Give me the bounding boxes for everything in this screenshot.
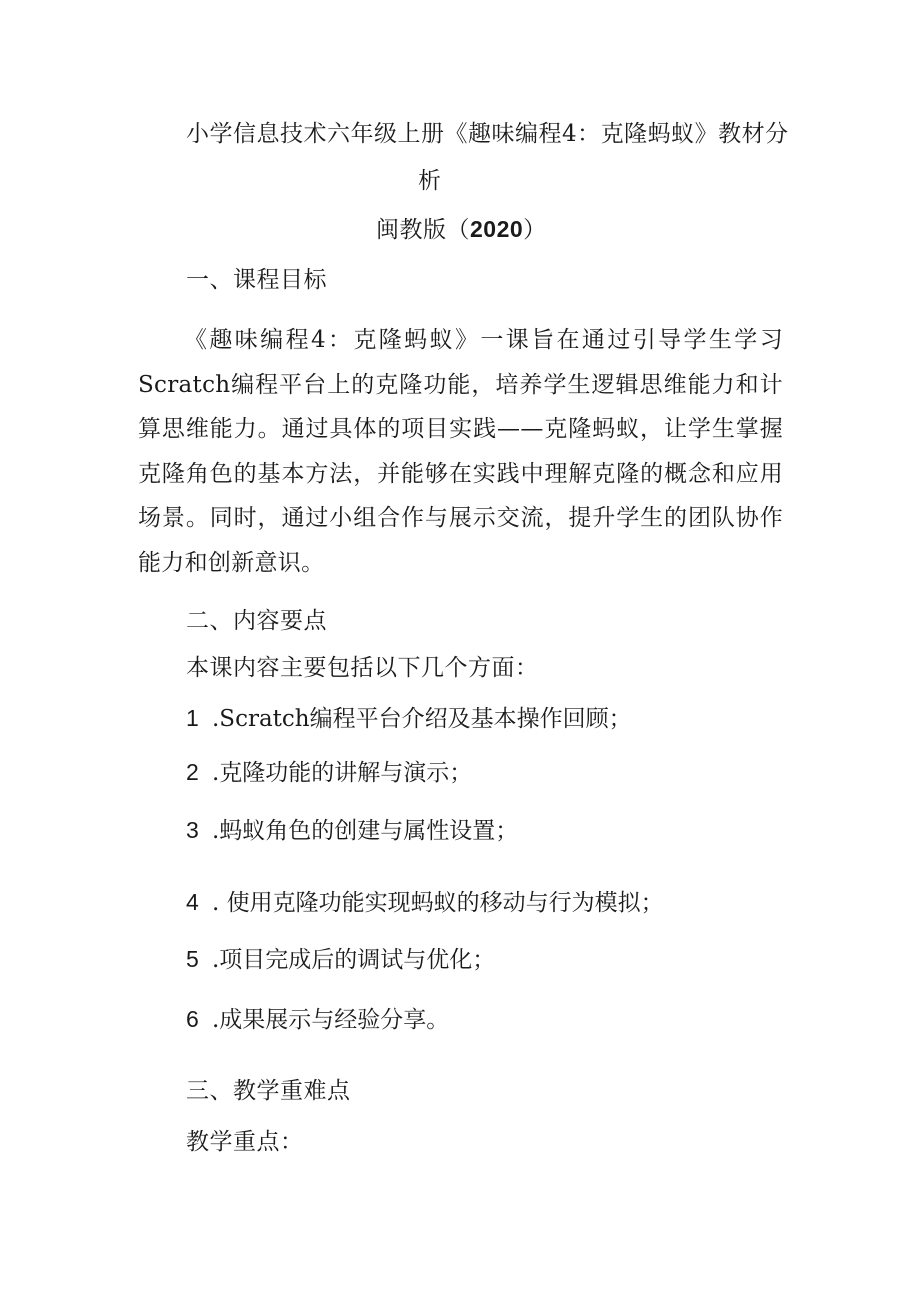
list-item-number: 5 [186,946,199,972]
document-subtitle [376,214,547,245]
list-item-number: 6 [186,1006,199,1032]
list-item [186,887,664,918]
course-goals-paragraph: 《趣味编程4：克隆蚂蚁》一课旨在通过引导学生学习Scratch编程平台上的克隆功能，培养学生逻辑思维能力和计算思维能力。通过具体的项目实践——克隆蚂蚁，让学生掌握克隆角色的基本方法，并能够在实践中理解克隆的概念和应用场景。同时，通过小组合作与展示交流，提升学生的团队协作能力和创新意识。 [138,327,783,576]
list-item-text: .成果展示与经验分享。 [212,1007,450,1033]
document-title-line-2: 析 [418,168,442,194]
list-item-text: .项目完成后的调试与优化； [212,947,496,973]
section-heading-content-points: 二、内容要点 [186,608,327,634]
list-item-text: .蚂蚁角色的创建与属性设置； [212,818,519,844]
section-heading-course-goals: 一、课程目标 [186,267,327,293]
list-item-number: 1 [186,705,199,731]
teaching-focus-heading: 教学重点： [186,1129,304,1155]
content-intro: 本课内容主要包括以下几个方面： [186,655,539,681]
document-title-line-1: 小学信息技术六年级上册《趣味编程4：克隆蚂蚁》教材分 [186,121,789,147]
list-item-number: 2 [186,759,199,785]
subtitle-suffix: ） [523,217,547,243]
list-item-number: 4 [186,889,199,915]
section-heading-key-difficulties: 三、教学重难点 [186,1078,351,1104]
list-item-text: .克隆功能的讲解与演示； [212,760,473,786]
list-item-text: . 使用克隆功能实现蚂蚁的移动与行为模拟； [212,890,664,916]
list-item [186,1004,449,1035]
list-item [186,703,632,734]
list-item [186,815,518,846]
list-item-number: 3 [186,817,199,843]
list-item-text: .Scratch编程平台介绍及基本操作回顾； [212,706,632,732]
list-item [186,944,495,975]
subtitle-year: 2020 [470,216,524,242]
subtitle-prefix: 闽教版（ [376,217,470,243]
list-item [186,757,472,788]
